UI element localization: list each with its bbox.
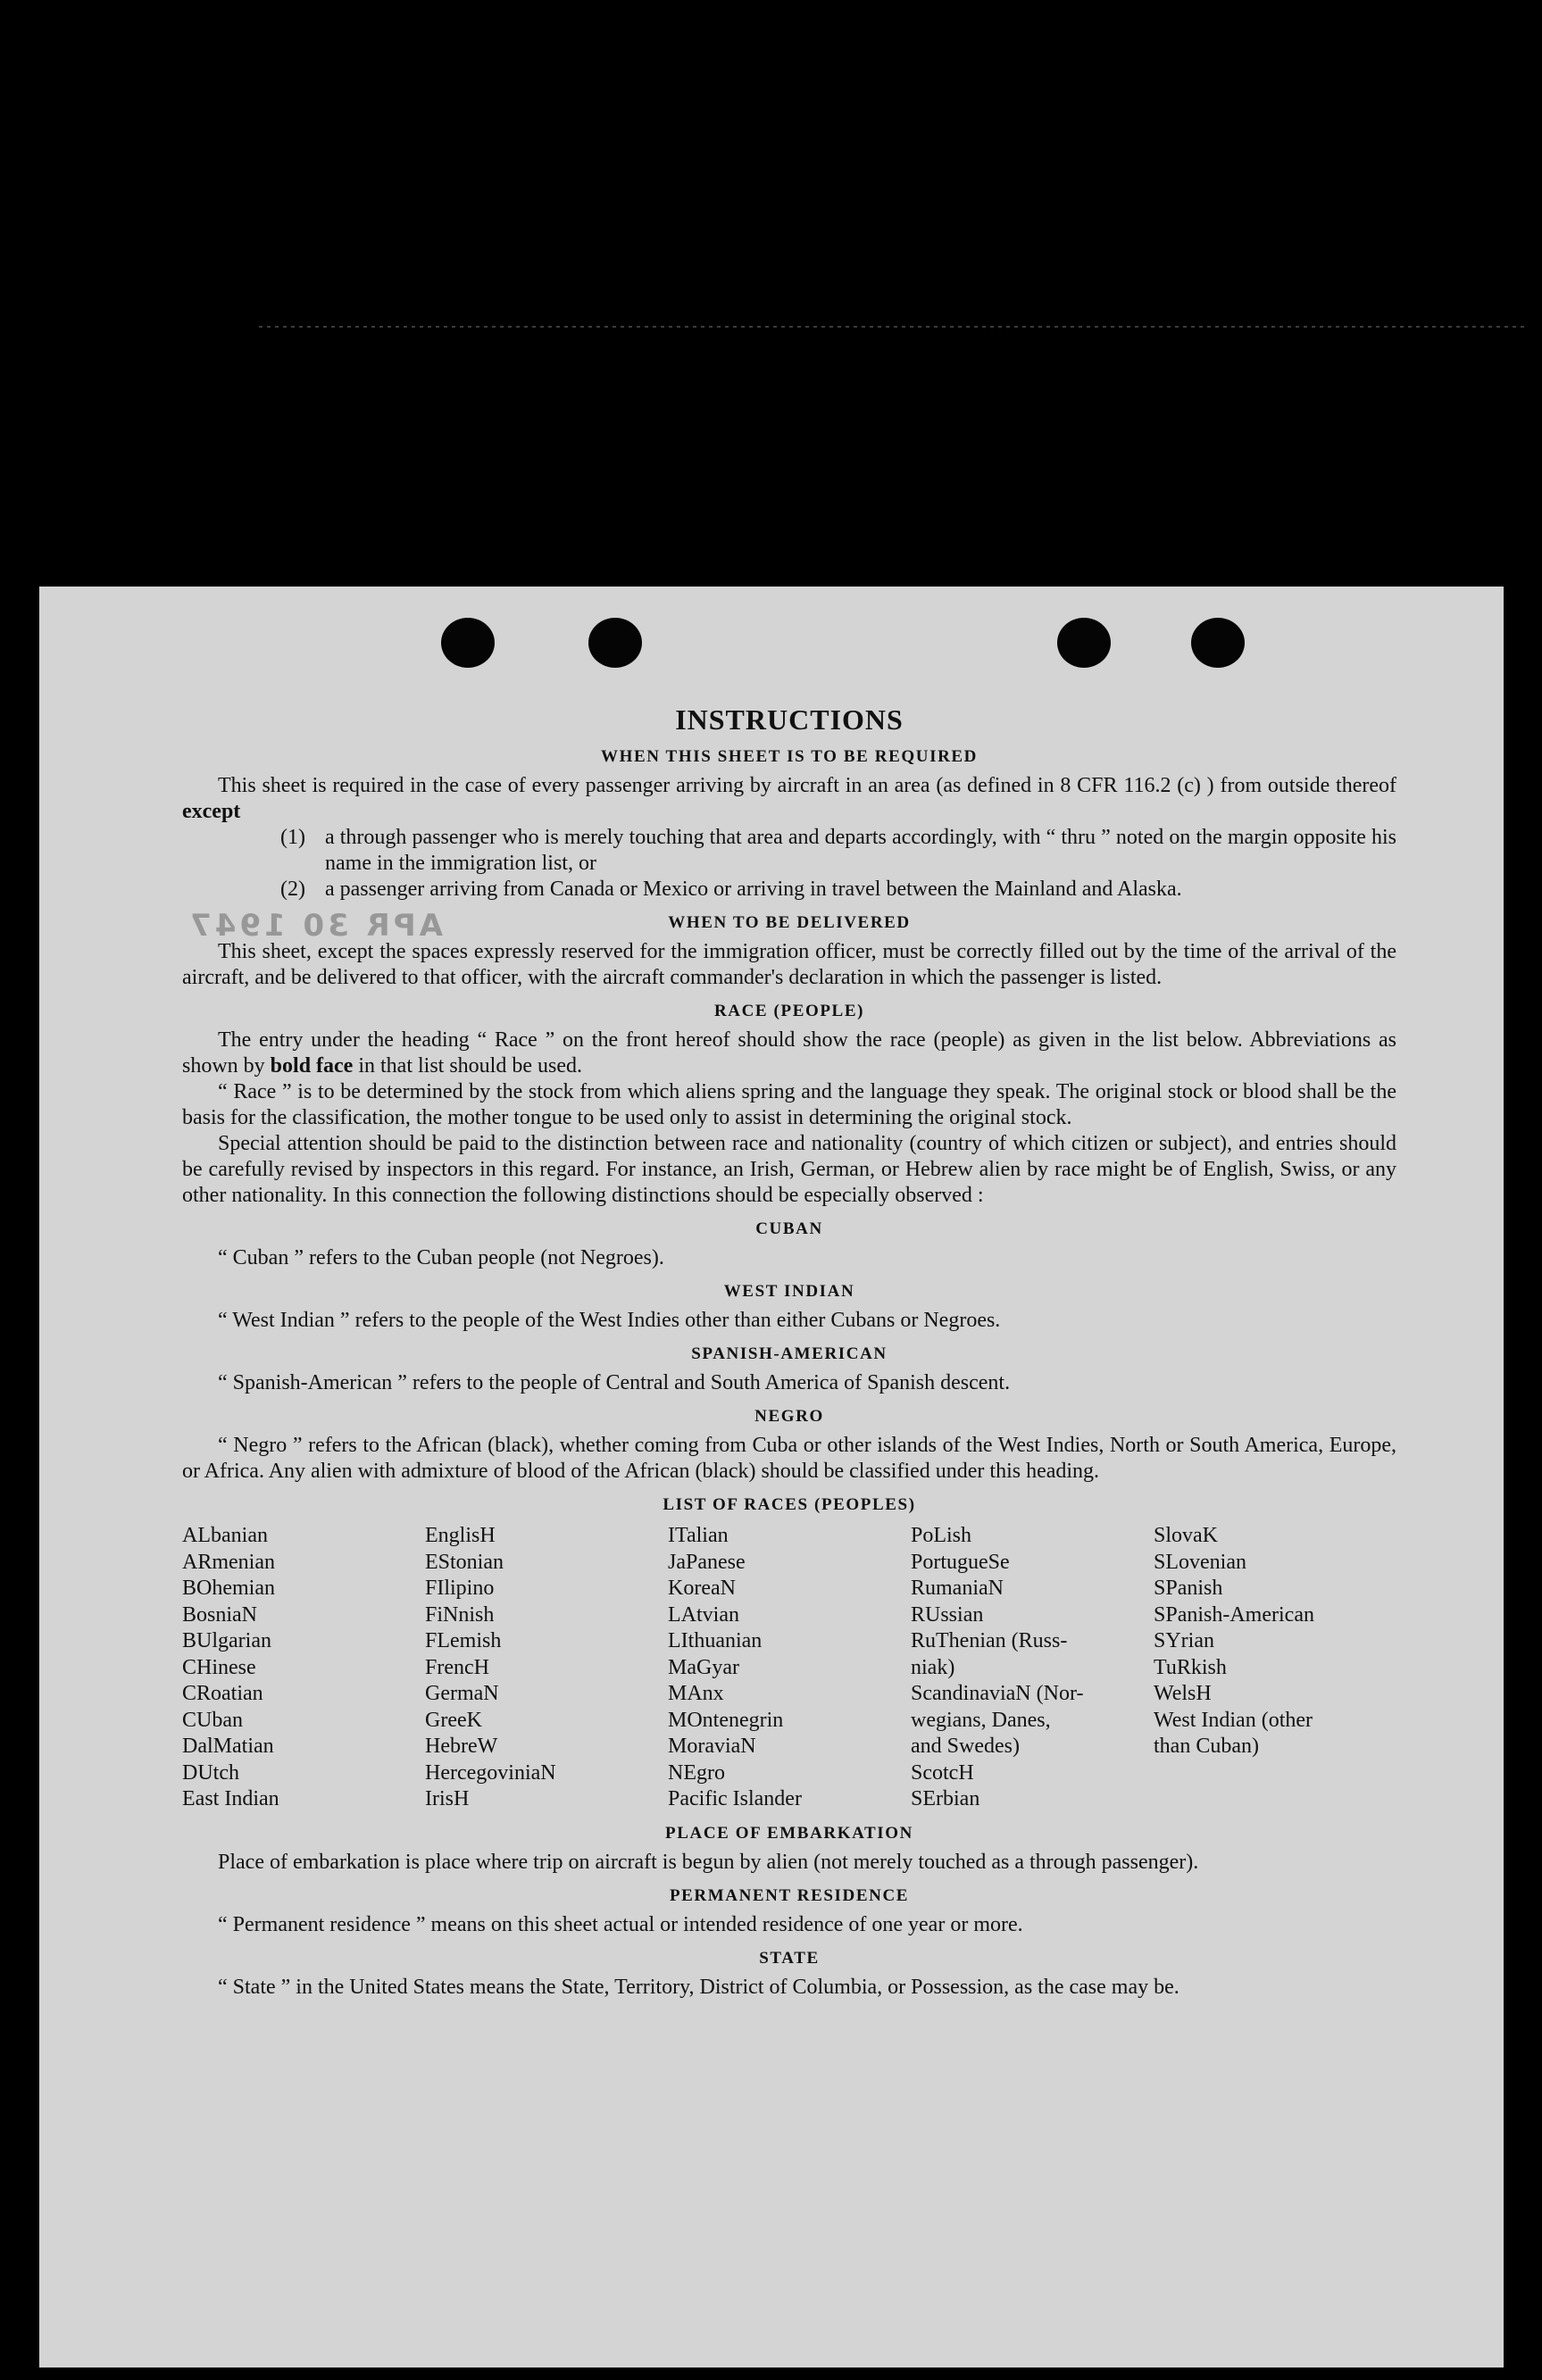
paragraph: “ Permanent residence ” means on this sheet actual or intended residence of one year or more. (218, 1912, 1023, 1936)
exception-number: (2) (280, 878, 305, 901)
race-item: CHinese (182, 1655, 256, 1679)
race-item: ITalian (668, 1524, 729, 1547)
race-item: CUban (182, 1708, 243, 1732)
definition-text: “ Negro ” refers to the African (black), whether coming from Cuba or other islands of the West Indies, North or South America, Europe, or Africa. Any alien with admixture of blood of the African (black) should be classified under this heading. (182, 1434, 1396, 1483)
race-item: DalMatian (182, 1735, 274, 1758)
race-item: ScandinaviaN (Nor- (911, 1682, 1084, 1705)
race-item: MAnx (668, 1682, 724, 1705)
race-list (182, 1523, 1396, 1813)
document-sheet (39, 587, 1504, 2368)
section-heading: SPANISH-AMERICAN (691, 1344, 888, 1363)
race-item: SPanish-American (1154, 1602, 1314, 1627)
race-item: SPanish (1154, 1577, 1223, 1600)
race-column (668, 1523, 911, 1813)
section-heading: CUBAN (755, 1219, 823, 1238)
race-item: PortugueSe (911, 1550, 1010, 1574)
intro-except: except (182, 800, 241, 823)
race-column (182, 1523, 425, 1813)
race-item: MoraviaN (668, 1735, 756, 1758)
section-heading: RACE (PEOPLE) (713, 1002, 865, 1020)
race-item: FrencH (425, 1655, 489, 1679)
section-heading: NEGRO (754, 1407, 824, 1426)
intro-text: This sheet is required in the case of every passenger arriving by aircraft in an area (as defined in 8 CFR 116.2 (c) ) from outside thereof (218, 774, 1396, 797)
race-item: RumaniaN (911, 1577, 1004, 1600)
race-item: JaPanese (668, 1550, 746, 1574)
race-item: HebreW (425, 1735, 498, 1758)
race-item: and Swedes) (911, 1735, 1020, 1758)
race-item: DUtch (182, 1760, 239, 1785)
section-heading: PLACE OF EMBARKATION (665, 1823, 913, 1843)
race-item: KoreaN (668, 1577, 736, 1600)
section-heading: PERMANENT RESIDENCE (669, 1885, 910, 1905)
race-text: in that list should be used. (358, 1054, 582, 1078)
page-title: INSTRUCTIONS (675, 703, 904, 736)
paragraph: “ State ” in the United States means the State, Territory, District of Columbia, or Possession, as the case may be. (218, 1975, 1179, 1999)
race-item: MaGyar (668, 1655, 739, 1679)
exception-text: a through passenger who is merely touching that area and departs accordingly, with “ thru ” noted on the margin opposite his name in the immigration list, or (325, 826, 1396, 875)
paragraph: Special attention should be paid to the distinction between race and nationality (country of which citizen or subject), and entries should be carefully revised by inspectors in this regard. For instance, an Irish, German, or Hebrew alien by race might be of English, Swiss, or any other nationality. In this connection the following distinctions should be especially observed : (182, 1132, 1396, 1207)
race-item: SYrian (1154, 1629, 1214, 1652)
race-item: EStonian (425, 1550, 504, 1574)
race-item: SlovaK (1154, 1524, 1218, 1547)
punch-hole (588, 618, 642, 668)
race-column (911, 1523, 1154, 1813)
race-item: ARmenian (182, 1550, 275, 1574)
race-item: GreeK (425, 1708, 482, 1732)
exception-number: (1) (280, 826, 305, 849)
race-item: IrisH (425, 1787, 470, 1810)
race-item: RuThenian (Russ- (911, 1629, 1068, 1652)
paragraph: “ Race ” is to be determined by the stock from which aliens spring and the language they speak. The original stock or blood shall be the basis for the classification, the mother tongue to be used only to assist in determining the original stock. (182, 1080, 1396, 1129)
section-heading: STATE (759, 1948, 820, 1968)
race-item: West Indian (other (1154, 1708, 1313, 1732)
race-item: BUlgarian (182, 1629, 271, 1652)
race-item: East Indian (182, 1787, 279, 1810)
race-item: FLemish (425, 1629, 502, 1652)
race-item: FiNnish (425, 1602, 495, 1627)
race-item: EnglisH (425, 1524, 496, 1547)
race-item: BosniaN (182, 1602, 257, 1627)
race-item: than Cuban) (1154, 1735, 1259, 1758)
race-item: Pacific Islander (668, 1787, 802, 1810)
race-item: CRoatian (182, 1682, 263, 1705)
exception-item (280, 877, 1396, 903)
paragraph (182, 1028, 1396, 1079)
definition-text: “ West Indian ” refers to the people of the West Indies other than either Cubans or Negroes. (218, 1309, 1001, 1332)
definition-text: “ Cuban ” refers to the Cuban people (not Negroes). (218, 1246, 664, 1269)
race-item: PoLish (911, 1524, 972, 1547)
race-item: SErbian (911, 1787, 980, 1810)
exception-item (280, 825, 1396, 877)
section-heading: WHEN TO BE DELIVERED (668, 913, 911, 932)
race-item: GermaN (425, 1682, 499, 1705)
race-item: RUssian (911, 1602, 984, 1627)
exception-text: a passenger arriving from Canada or Mexico or arriving in travel between the Mainland and Alaska. (325, 878, 1182, 901)
race-item: LIthuanian (668, 1629, 763, 1652)
paragraph: Place of embarkation is place where trip on aircraft is begun by alien (not merely touched as a through passenger). (218, 1850, 1199, 1874)
race-bold: bold face (270, 1054, 354, 1078)
race-text: The entry under the heading “ Race ” on the front hereof should show the race (people) as given in the list below. Abbreviations as shown by (182, 1028, 1396, 1078)
paragraph (182, 773, 1396, 825)
section-heading: LIST OF RACES (PEOPLES) (663, 1495, 916, 1514)
race-item: NEgro (668, 1760, 725, 1785)
definition-text: “ Spanish-American ” refers to the people of Central and South America of Spanish descent. (218, 1371, 1011, 1394)
section-heading: WEST INDIAN (723, 1282, 855, 1301)
race-item: ScotcH (911, 1760, 974, 1785)
punch-hole (1191, 618, 1245, 668)
race-item: niak) (911, 1655, 955, 1679)
race-item: MOntenegrin (668, 1708, 784, 1732)
race-item: BOhemian (182, 1577, 275, 1600)
race-item: ALbanian (182, 1524, 268, 1547)
punch-hole (1057, 618, 1111, 668)
race-column (1154, 1523, 1396, 1813)
scan-artifact-line (259, 326, 1527, 328)
race-item: TuRkish (1154, 1655, 1227, 1679)
race-column (425, 1523, 668, 1813)
race-item: wegians, Danes, (911, 1708, 1051, 1732)
race-item: HercegoviniaN (425, 1760, 556, 1785)
paragraph: This sheet, except the spaces expressly reserved for the immigration officer, must be correctly filled out by the time of the arrival of the aircraft, and be delivered to that officer, with the aircraft commander's declaration in which the passenger is listed. (182, 940, 1396, 989)
race-item: LAtvian (668, 1602, 739, 1627)
punch-hole (441, 618, 495, 668)
race-item: SLovenian (1154, 1550, 1246, 1574)
date-stamp: APR 30 1947 (187, 908, 444, 944)
race-item: WelsH (1154, 1682, 1212, 1705)
section-heading: WHEN THIS SHEET IS TO BE REQUIRED (600, 747, 979, 766)
race-item: FIlipino (425, 1577, 495, 1600)
instructions-content (182, 703, 1396, 2001)
